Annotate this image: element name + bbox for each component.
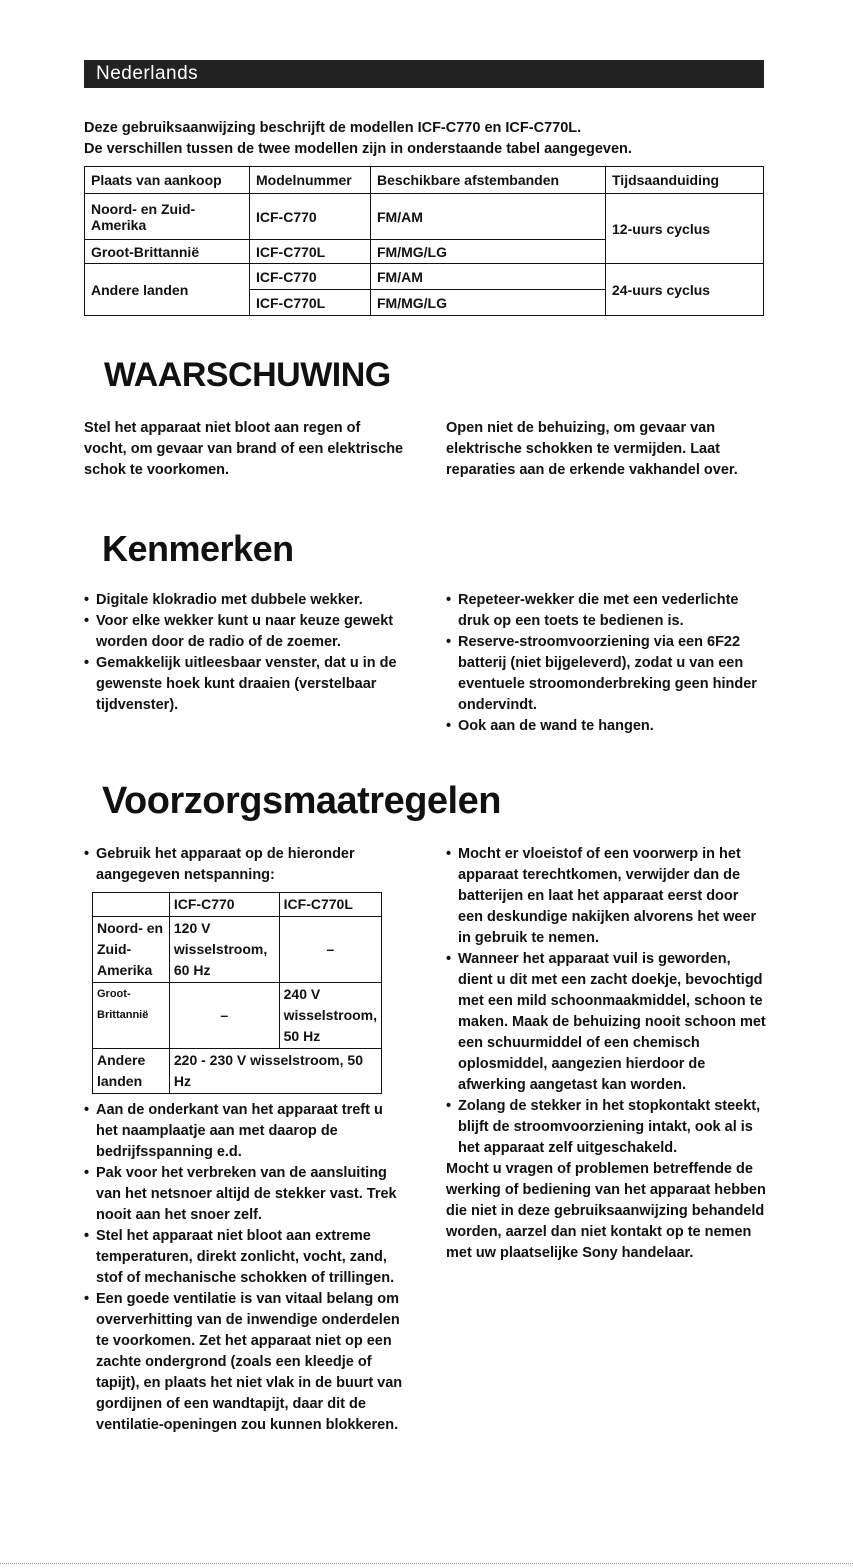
table-header: Plaats van aankoop <box>85 167 250 194</box>
features-left <box>84 590 404 716</box>
table-row <box>85 194 764 240</box>
table-header: Modelnummer <box>250 167 371 194</box>
table-header: Tijdsaanduiding <box>606 167 764 194</box>
table-cell: 120 V wisselstroom, 60 Hz <box>169 917 279 983</box>
table-cell-empty <box>93 893 170 917</box>
table-row <box>93 893 382 917</box>
table-header-row <box>85 167 764 194</box>
list-item: • Pak voor het verbreken van de aansluiting van het netsnoer altijd de stekker vast. Trek nooit aan het snoer zelf. <box>84 1163 406 1226</box>
precautions-heading: Voorzorgsmaatregelen <box>102 780 501 822</box>
table-cell: ICF-C770 <box>250 264 371 290</box>
table-row <box>93 1049 382 1094</box>
table-cell: FM/AM <box>371 194 606 240</box>
table-row <box>93 917 382 983</box>
table-cell: Noord- en Zuid- Amerika <box>93 917 170 983</box>
list-item: • Gebruik het apparaat op de hieronder aangegeven netspanning: <box>84 844 406 886</box>
table-row <box>85 264 764 290</box>
table-cell: ICF-C770L <box>250 290 371 316</box>
table-cell: 220 - 230 V wisselstroom, 50 Hz <box>169 1049 381 1094</box>
table-cell: FM/AM <box>371 264 606 290</box>
list-item: • Gemakkelijk uitleesbaar venster, dat u in de gewenste hoek kunt draaien (verstelbaar tijdvenster). <box>84 653 404 716</box>
contact-note: Mocht u vragen of problemen betreffende de werking of bediening van het apparaat hebben die niet in deze gebruiksaanwijzing behandeld worden, aarzel dan niet kontakt op te nemen met uw plaatselijke Sony handelaar. <box>446 1161 766 1261</box>
table-row <box>93 983 382 1049</box>
list-item: • Voor elke wekker kunt u naar keuze gewekt worden door de radio of de zoemer. <box>84 611 404 653</box>
list-item: • Repeteer-wekker die met een vederlichte druk op een toets te bedienen is. <box>446 590 766 632</box>
list-item: • Ook aan de wand te hangen. <box>446 716 766 737</box>
warning-text: Open niet de behuizing, om gevaar van elektrische schokken te vermijden. Laat reparaties aan de erkende vakhandel over. <box>446 420 738 478</box>
list-item: • Stel het apparaat niet bloot aan extreme temperaturen, direkt zonlicht, vocht, zand, stof of mechanische schokken of trillingen. <box>84 1226 406 1289</box>
table-header: ICF-C770L <box>279 893 381 917</box>
features-heading: Kenmerken <box>102 528 294 569</box>
language-tab: Nederlands <box>84 60 764 88</box>
list-item: • Een goede ventilatie is van vitaal belang om oververhitting van de inwendige onderdelen te voorkomen. Zet het apparaat niet op een zachte ondergrond (zoals een kleedje of tapijt), en plaats het niet vlak in de buurt van gordijnen of een wandtapijt, daar dit de ventilatie-openingen zou kunnen blokkeren. <box>84 1289 406 1436</box>
intro-line: De verschillen tussen de twee modellen zijn in onderstaande tabel aangegeven. <box>84 141 632 157</box>
warning-right <box>446 418 766 481</box>
table-cell: 24-uurs cyclus <box>606 264 764 316</box>
list-item: • Mocht er vloeistof of een voorwerp in het apparaat terechtkomen, verwijder dan de batterijen en laat het apparaat eerst door een deskundige nakijken alvorens het weer in gebruik te nemen. <box>446 844 766 949</box>
list-item: • Reserve-stroomvoorziening via een 6F22 batterij (niet bijgeleverd), zodat u van een eventuele stroomonderbreking geen hinder ondervindt. <box>446 632 766 716</box>
table-cell: – <box>169 983 279 1049</box>
table-cell: Groot- Brittannië <box>93 983 170 1049</box>
warning-text: Stel het apparaat niet bloot aan regen of vocht, om gevaar van brand of een elektrische schok te voorkomen. <box>84 420 404 478</box>
table-cell: Andere landen <box>93 1049 170 1094</box>
table-cell: FM/MG/LG <box>371 290 606 316</box>
table-cell: Andere landen <box>85 264 250 316</box>
table-cell: ICF-C770L <box>250 240 371 264</box>
intro-line: Deze gebruiksaanwijzing beschrijft de modellen ICF-C770 en ICF-C770L. <box>84 120 582 136</box>
voltage-table <box>92 892 382 1094</box>
precautions-left <box>84 844 406 1436</box>
features-right <box>446 590 766 737</box>
table-cell: ICF-C770 <box>250 194 371 240</box>
list-item: • Digitale klokradio met dubbele wekker. <box>84 590 404 611</box>
table-cell: 12-uurs cyclus <box>606 194 764 264</box>
intro-text <box>84 118 774 160</box>
page-edge-rule <box>0 1563 853 1566</box>
table-cell: – <box>279 917 381 983</box>
precautions-right <box>446 844 766 1264</box>
model-table <box>84 166 764 316</box>
table-cell: Groot-Brittannië <box>85 240 250 264</box>
list-item: • Aan de onderkant van het apparaat treft u het naamplaatje aan met daarop de bedrijfsspanning e.d. <box>84 1100 406 1163</box>
list-item: • Zolang de stekker in het stopkontakt steekt, blijft de stroomvoorziening intakt, ook al is het apparaat zelf uitgeschakeld. <box>446 1096 766 1159</box>
list-item: • Wanneer het apparaat vuil is geworden, dient u dit met een zacht doekje, bevochtigd met een mild schoonmaakmiddel, schoon te maken. Maak de behuizing nooit schoon met een schuurmiddel of een chemisch oplosmiddel, aangezien hierdoor de afwerking aangetast kan worden. <box>446 949 766 1096</box>
table-cell: Noord- en Zuid-Amerika <box>85 194 250 240</box>
warning-left <box>84 418 404 481</box>
warning-heading: WAARSCHUWING <box>104 356 391 394</box>
table-header: ICF-C770 <box>169 893 279 917</box>
table-cell: FM/MG/LG <box>371 240 606 264</box>
table-header: Beschikbare afstembanden <box>371 167 606 194</box>
table-cell: 240 V wisselstroom, 50 Hz <box>279 983 381 1049</box>
